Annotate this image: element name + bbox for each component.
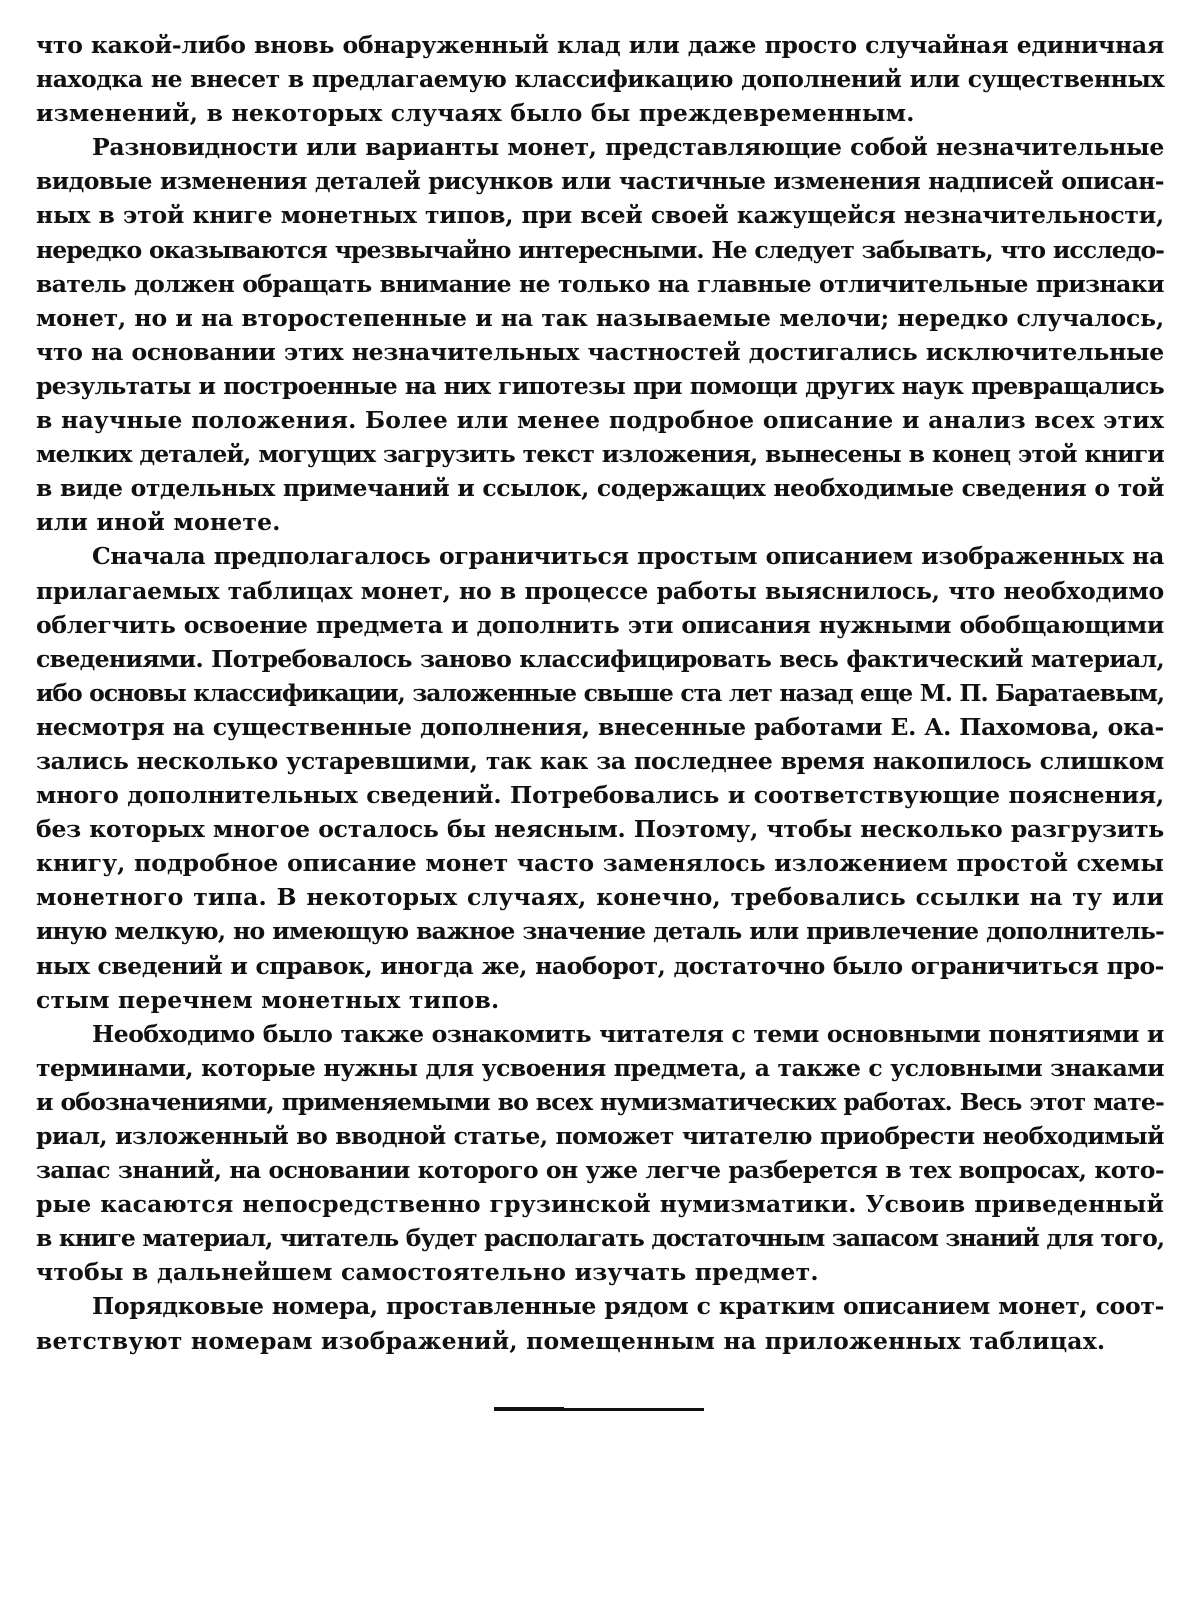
text-line: терминами, которые нужны для усвоения предмета, а также с условными знаками [36,1053,1164,1082]
text-line: Разновидности или варианты монет, представляющие собой незначительные [92,133,1164,162]
text-line: монет, но и на второстепенные и на так называемые мелочи; нередко случалось, [36,303,1164,332]
text-line: ибо основы классификации, заложенные свыше ста лет назад еще М. П. Баратаевым, [36,678,1164,707]
text-line: ватель должен обращать внимание не только на главные отличительные признаки [36,269,1164,298]
text-line: сведениями. Потребовалось заново классифицировать весь фактический материал, [36,644,1164,673]
text-line: книгу, подробное описание монет часто заменялось изложением простой схемы [36,849,1164,878]
text-line: стым перечнем монетных типов. [36,985,500,1014]
text-line: много дополнительных сведений. Потребовались и соответствующие пояснения, [36,781,1164,810]
text-line: и обозначениями, применяемыми во всех нумизматических работах. Весь этот мате- [36,1087,1164,1116]
text-line: видовые изменения деталей рисунков или частичные изменения надписей описан- [36,167,1164,196]
text-line: ных в этой книге монетных типов, при всей своей кажущейся незначительности, [36,201,1164,230]
text-line: облегчить освоение предмета и дополнить эти описания нужными обобщающими [36,610,1164,639]
text-line: Сначала предполагалось ограничиться простым описанием изображенных на [92,542,1164,571]
text-line: что на основании этих незначительных частностей достигались исключительные [36,337,1164,366]
paragraph-continuation [36,28,1164,130]
text-line: чтобы в дальнейшем самостоятельно изучать предмет. [36,1258,819,1287]
text-line: ветствуют номерам изображений, помещенным на приложенных таблицах. [36,1326,1106,1355]
paragraph-numbering [36,1289,1164,1357]
text-line: монетного типа. В некоторых случаях, конечно, требовались ссылки на ту или [36,883,1164,912]
text-line: без которых многое осталось бы неясным. Поэтому, чтобы несколько разгрузить [36,815,1164,844]
text-line: Порядковые номера, проставленные рядом с кратким описанием монет, соот- [92,1292,1164,1321]
document-page [36,28,1164,1358]
text-line: что какой-либо вновь обнаруженный клад или даже просто случайная единичная [36,31,1164,59]
text-line: прилагаемых таблицах монет, но в процессе работы выяснилось, что необходимо [36,576,1164,605]
section-end-divider [494,1408,704,1411]
text-line: в виде отдельных примечаний и ссылок, содержащих необходимые сведения о той [36,474,1164,503]
text-line: риал, изложенный во вводной статье, поможет читателю приобрести необходимый [36,1122,1164,1150]
text-line: в научные положения. Более или менее подробное описание и анализ всех этих [36,406,1164,435]
text-line: нередко оказываются чрезвычайно интересными. Не следует забывать, что исследо- [36,235,1164,264]
text-line: несмотря на существенные дополнения, внесенные работами Е. А. Пахомова, ока- [36,712,1164,741]
text-line: результаты и построенные на них гипотезы при помощи других наук превращались [36,371,1164,400]
paragraph-varieties [36,130,1164,539]
text-line: зались несколько устаревшими, так как за последнее время накопилось слишком [36,746,1164,775]
text-line: мелких деталей, могущих загрузить текст изложения, вынесены в конец этой книги [36,440,1164,469]
text-line: или иной монете. [36,508,281,537]
text-line: в книге материал, читатель будет располагать достаточным запасом знаний для того, [36,1224,1164,1253]
text-line: находка не внесет в предлагаемую классификацию дополнений или существенных [36,65,1164,94]
text-line: иную мелкую, но имеющую важное значение деталь или привлечение дополнитель- [36,917,1164,946]
paragraph-terminology [36,1017,1164,1290]
text-line: изменений, в некоторых случаях было бы преждевременным. [36,99,915,128]
text-line: рые касаются непосредственно грузинской нумизматики. Усвоив приведенный [36,1190,1164,1219]
text-line: запас знаний, на основании которого он уже легче разберется в тех вопросах, кото- [36,1156,1164,1185]
text-line: Необходимо было также ознакомить читателя с теми основными понятиями и [92,1019,1164,1048]
text-line: ных сведений и справок, иногда же, наоборот, достаточно было ограничиться про- [36,951,1164,980]
paragraph-classification [36,539,1164,1016]
